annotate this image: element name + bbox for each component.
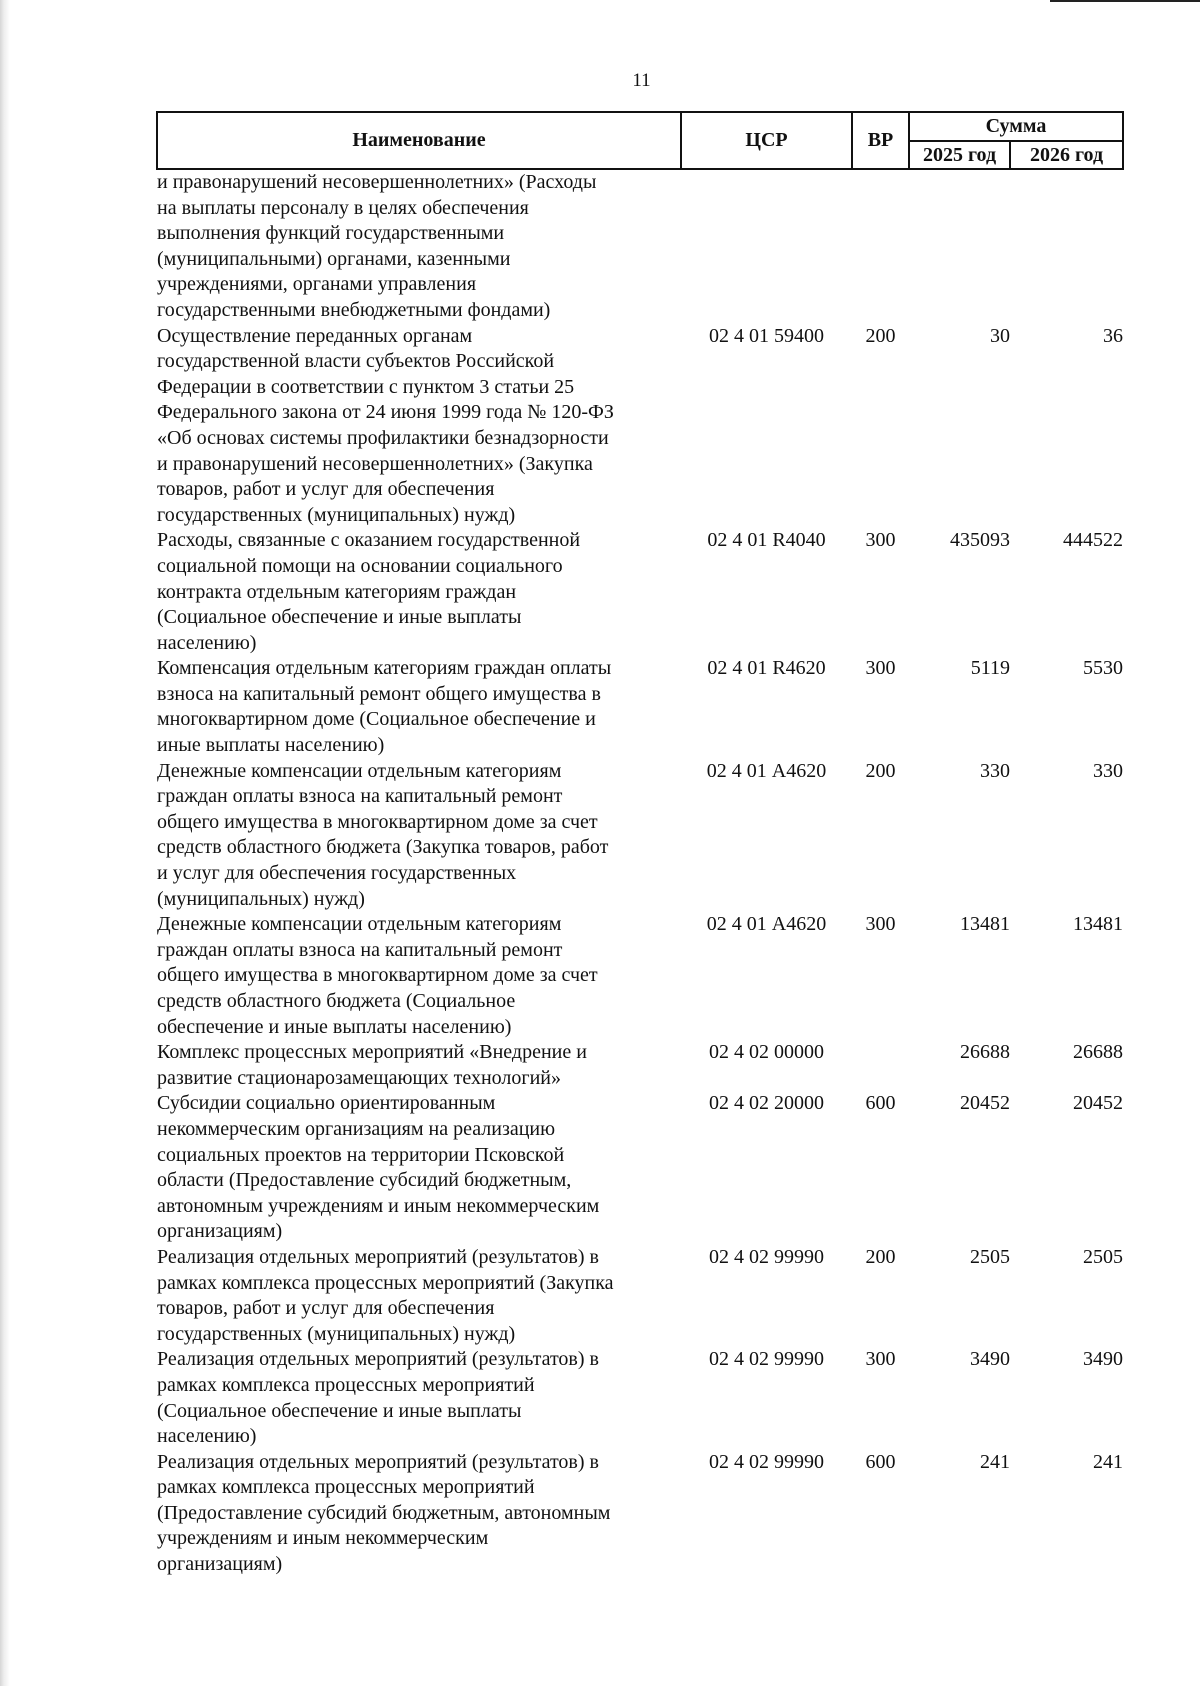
budget-table	[156, 111, 1124, 1578]
row-csr: 02 4 02 20000	[709, 1092, 824, 1115]
row-name-line: государственных (муниципальных) нужд)	[157, 1322, 516, 1345]
row-name-line: общего имущества в многоквартирном доме за счет	[157, 810, 598, 833]
row-name-line: государственной власти субъектов Российской	[157, 350, 555, 373]
table-row	[157, 169, 1123, 324]
row-name-line: Субсидии социально ориентированным	[157, 1092, 496, 1115]
row-amount-2026: 26688	[1073, 1041, 1124, 1064]
header-sum: Сумма	[909, 112, 1123, 141]
row-name-cell	[157, 169, 681, 324]
header-csr: ЦСР	[681, 112, 852, 169]
row-name-line: многоквартирном доме (Социальное обеспечение и	[157, 708, 596, 731]
row-name-line: (муниципальных) нужд)	[157, 887, 365, 910]
row-name-line: граждан оплаты взноса на капитальный ремонт	[157, 938, 563, 961]
row-name-line: (Социальное обеспечение и иные выплаты	[157, 1399, 522, 1422]
row-amount-2025: 3490	[970, 1348, 1010, 1371]
row-amount-2026	[1010, 169, 1123, 324]
table-row	[157, 1091, 1123, 1245]
row-name-line: государственных (муниципальных) нужд)	[157, 503, 516, 526]
row-name-line: на выплаты персоналу в целях обеспечения	[157, 196, 529, 219]
row-name-line: рамках комплекса процессных мероприятий	[157, 1476, 535, 1499]
row-vr: 200	[865, 759, 896, 782]
row-amount-2026: 3490	[1083, 1348, 1124, 1371]
row-name-line: граждан оплаты взноса на капитальный ремонт	[157, 785, 563, 808]
row-csr: 02 4 02 99990	[709, 1348, 824, 1371]
row-name-line: Федерации в соответствии с пунктом 3 статьи 25	[157, 375, 575, 398]
row-vr: 600	[865, 1092, 896, 1115]
row-name-line: Комплекс процессных мероприятий «Внедрение и	[157, 1041, 587, 1064]
row-amount-2026: 13481	[1073, 913, 1124, 936]
row-csr: 02 4 01 59400	[709, 324, 824, 347]
row-name-cell	[157, 528, 681, 656]
row-amount-2026: 330	[1093, 759, 1124, 782]
row-name-line: и правонарушений несовершеннолетних» (Расходы	[157, 171, 597, 193]
row-vr	[852, 169, 909, 324]
row-name-line: товаров, работ и услуг для обеспечения	[157, 478, 495, 501]
row-csr: 02 4 01 R4040	[707, 529, 826, 552]
row-name-line: области (Предоставление субсидий бюджетным,	[157, 1169, 572, 1192]
row-amount-2026: 444522	[1063, 529, 1124, 552]
row-name-line: Расходы, связанные с оказанием государственной	[157, 529, 581, 552]
row-name-line: социальных проектов на территории Псковской	[157, 1143, 565, 1166]
row-name-line: Денежные компенсации отдельным категориям	[157, 759, 562, 782]
row-csr	[681, 169, 852, 324]
header-year-2026: 2026 год	[1010, 141, 1123, 169]
row-amount-2025: 13481	[960, 913, 1010, 936]
row-name-line: развитие стационарозамещающих технологий»	[157, 1066, 561, 1089]
table-row	[157, 1040, 1123, 1091]
row-amount-2026: 241	[1093, 1450, 1124, 1473]
table-row	[157, 912, 1123, 1040]
row-csr: 02 4 02 99990	[709, 1245, 824, 1268]
row-amount-2026: 36	[1103, 324, 1124, 347]
row-vr: 300	[865, 529, 896, 552]
row-vr: 600	[865, 1450, 896, 1473]
row-vr: 300	[865, 657, 896, 680]
row-vr: 200	[865, 1245, 896, 1268]
row-name-line: контракта отдельным категориям граждан	[157, 580, 517, 603]
row-name-line: «Об основах системы профилактики безнадзорности	[157, 426, 609, 449]
row-name-line: рамках комплекса процессных мероприятий (Закупка	[157, 1271, 614, 1294]
table-row	[157, 1347, 1123, 1449]
table-row	[157, 528, 1123, 656]
row-name-line: и правонарушений несовершеннолетних» (Закупка	[157, 452, 593, 475]
row-amount-2026: 2505	[1083, 1245, 1124, 1268]
row-name-line: учреждениями, органами управления	[157, 273, 477, 296]
row-name-cell	[157, 1347, 681, 1449]
row-amount-2025: 2505	[970, 1245, 1010, 1268]
row-name-line: социальной помощи на основании социального	[157, 554, 563, 577]
row-name-line: Реализация отдельных мероприятий (результатов) в	[157, 1450, 599, 1473]
row-vr: 200	[865, 324, 896, 347]
row-csr: 02 4 01 А4620	[706, 759, 827, 782]
row-csr: 02 4 02 99990	[709, 1450, 824, 1473]
row-name-line: взноса на капитальный ремонт общего имущества в	[157, 682, 601, 705]
row-name-line: (муниципальными) органами, казенными	[157, 247, 511, 270]
row-name-line: (Предоставление субсидий бюджетным, автономным	[157, 1501, 611, 1524]
table-header	[157, 112, 1123, 169]
row-name-cell	[157, 656, 681, 758]
row-csr: 02 4 01 А4620	[706, 913, 827, 936]
header-vr: ВР	[852, 112, 909, 169]
table-row	[157, 1245, 1123, 1347]
row-name-line: Денежные компенсации отдельным категориям	[157, 913, 562, 936]
row-name-line: выполнения функций государственными	[157, 222, 505, 245]
header-year-2025: 2025 год	[909, 141, 1010, 169]
row-amount-2025: 435093	[950, 529, 1010, 552]
row-name-line: иные выплаты населению)	[157, 734, 385, 757]
row-name-line: рамках комплекса процессных мероприятий	[157, 1373, 535, 1396]
row-name-line: общего имущества в многоквартирном доме за счет	[157, 964, 598, 987]
page-number: 11	[632, 70, 651, 91]
row-name-cell	[157, 912, 681, 1040]
table-body	[157, 169, 1123, 1578]
row-name-line: средств областного бюджета (Закупка товаров, работ	[157, 836, 609, 859]
row-name-line: средств областного бюджета (Социальное	[157, 990, 516, 1012]
row-vr	[852, 1040, 909, 1091]
row-name-line: населению)	[157, 1425, 257, 1448]
scan-edge-shadow	[0, 0, 10, 1686]
row-name-cell	[157, 1091, 681, 1245]
row-amount-2026: 20452	[1073, 1092, 1124, 1115]
table-row	[157, 656, 1123, 758]
row-name-cell	[157, 759, 681, 913]
row-name-cell	[157, 1450, 681, 1578]
scan-edge-line	[1050, 0, 1200, 2]
row-name-line: (Социальное обеспечение и иные выплаты	[157, 606, 522, 629]
row-name-line: некоммерческим организациям на реализацию	[157, 1117, 556, 1140]
row-amount-2026: 5530	[1083, 657, 1124, 680]
row-amount-2025: 26688	[960, 1041, 1010, 1064]
table-row	[157, 324, 1123, 529]
row-name-line: учреждениям и иным некоммерческим	[157, 1527, 489, 1550]
row-name-line: организациям)	[157, 1553, 283, 1576]
row-name-line: товаров, работ и услуг для обеспечения	[157, 1297, 495, 1320]
row-vr: 300	[865, 1348, 896, 1371]
row-amount-2025: 20452	[960, 1092, 1010, 1115]
row-name-cell	[157, 1245, 681, 1347]
row-name-cell	[157, 324, 681, 529]
row-name-line: Компенсация отдельным категориям граждан оплаты	[157, 657, 612, 680]
row-csr: 02 4 02 00000	[709, 1041, 824, 1064]
row-amount-2025: 30	[990, 324, 1010, 347]
table-row	[157, 759, 1123, 913]
row-name-cell	[157, 1040, 681, 1091]
row-amount-2025	[909, 169, 1010, 324]
row-amount-2025: 5119	[970, 657, 1010, 680]
row-name-line: обеспечение и иные выплаты населению)	[157, 1015, 512, 1038]
row-name-line: населению)	[157, 631, 257, 654]
row-name-line: и услуг для обеспечения государственных	[157, 862, 517, 885]
row-amount-2025: 241	[980, 1450, 1010, 1473]
row-amount-2025: 330	[980, 759, 1010, 782]
row-name-line: Реализация отдельных мероприятий (результатов) в	[157, 1348, 599, 1371]
table-row	[157, 1450, 1123, 1578]
row-name-line: организациям)	[157, 1220, 283, 1243]
row-name-line: автономным учреждениям и иным некоммерческим	[157, 1194, 600, 1217]
header-name: Наименование	[157, 112, 681, 169]
row-name-line: государственными внебюджетными фондами)	[157, 298, 551, 321]
row-vr: 300	[865, 913, 896, 936]
row-csr: 02 4 01 R4620	[707, 657, 826, 680]
row-name-line: Реализация отдельных мероприятий (результатов) в	[157, 1245, 599, 1268]
row-name-line: Федерального закона от 24 июня 1999 года № 120-ФЗ	[157, 401, 614, 424]
row-name-line: Осуществление переданных органам	[157, 324, 473, 347]
